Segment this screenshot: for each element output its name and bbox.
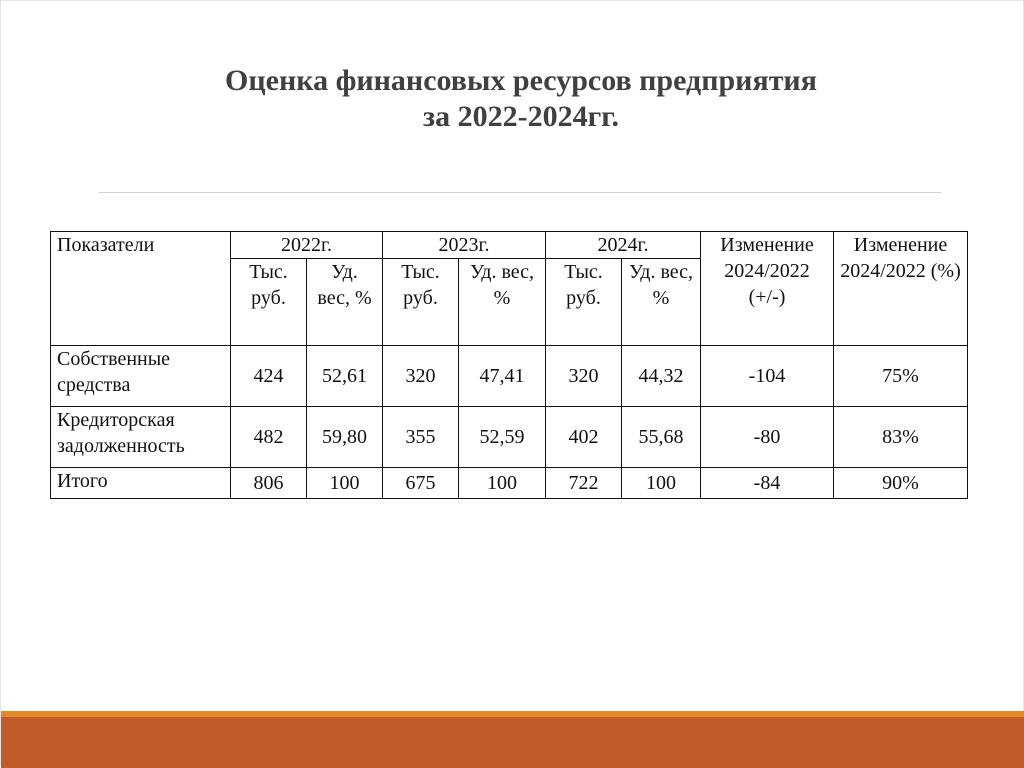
cell-2023-share: 100 — [459, 468, 546, 499]
cell-change-abs: -104 — [701, 346, 834, 407]
row-name: Итого — [51, 468, 231, 499]
cell-change-pct: 75% — [834, 346, 968, 407]
cell-change-abs: -80 — [701, 407, 834, 468]
cell-change-pct: 90% — [834, 468, 968, 499]
table-row — [51, 468, 968, 499]
cell-2024-share: 55,68 — [622, 407, 701, 468]
cell-2024-value: 402 — [546, 407, 622, 468]
header-2023-share: Уд. вес, % — [459, 259, 546, 346]
cell-2022-value: 482 — [231, 407, 307, 468]
cell-2022-share: 52,61 — [307, 346, 383, 407]
cell-2022-value: 806 — [231, 468, 307, 499]
row-name: Кредиторская задолженность — [51, 407, 231, 468]
cell-change-abs: -84 — [701, 468, 834, 499]
header-year-2024: 2024г. — [546, 232, 701, 259]
table-row — [51, 407, 968, 468]
financial-resources-table — [50, 231, 968, 499]
cell-2022-value: 424 — [231, 346, 307, 407]
header-2024-share: Уд. вес, % — [622, 259, 701, 346]
title-divider — [99, 192, 941, 193]
header-change-pct: Изменение 2024/2022 (%) — [834, 232, 968, 346]
header-row-1 — [51, 232, 968, 259]
header-2023-thousand-rub: Тыс. руб. — [383, 259, 459, 346]
cell-2022-share: 59,80 — [307, 407, 383, 468]
cell-2024-share: 100 — [622, 468, 701, 499]
title-line-1: Оценка финансовых ресурсов предприятия — [225, 64, 817, 97]
cell-2024-value: 722 — [546, 468, 622, 499]
cell-2023-value: 320 — [383, 346, 459, 407]
header-indicators: Показатели — [51, 232, 231, 346]
cell-2024-share: 44,32 — [622, 346, 701, 407]
header-2022-thousand-rub: Тыс. руб. — [231, 259, 307, 346]
cell-change-pct: 83% — [834, 407, 968, 468]
header-2024-thousand-rub: Тыс. руб. — [546, 259, 622, 346]
header-change-abs: Изменение 2024/2022 (+/-) — [701, 232, 834, 346]
header-year-2022: 2022г. — [231, 232, 383, 259]
cell-2023-share: 47,41 — [459, 346, 546, 407]
footer-bar — [1, 717, 1024, 768]
table-row — [51, 346, 968, 407]
row-name: Собственные средства — [51, 346, 231, 407]
cell-2023-value: 675 — [383, 468, 459, 499]
header-year-2023: 2023г. — [383, 232, 546, 259]
title-line-2: за 2022-2024гг. — [423, 100, 619, 133]
cell-2023-value: 355 — [383, 407, 459, 468]
header-2022-share: Уд. вес, % — [307, 259, 383, 346]
page-title — [131, 63, 911, 135]
cell-2023-share: 52,59 — [459, 407, 546, 468]
cell-2024-value: 320 — [546, 346, 622, 407]
cell-2022-share: 100 — [307, 468, 383, 499]
